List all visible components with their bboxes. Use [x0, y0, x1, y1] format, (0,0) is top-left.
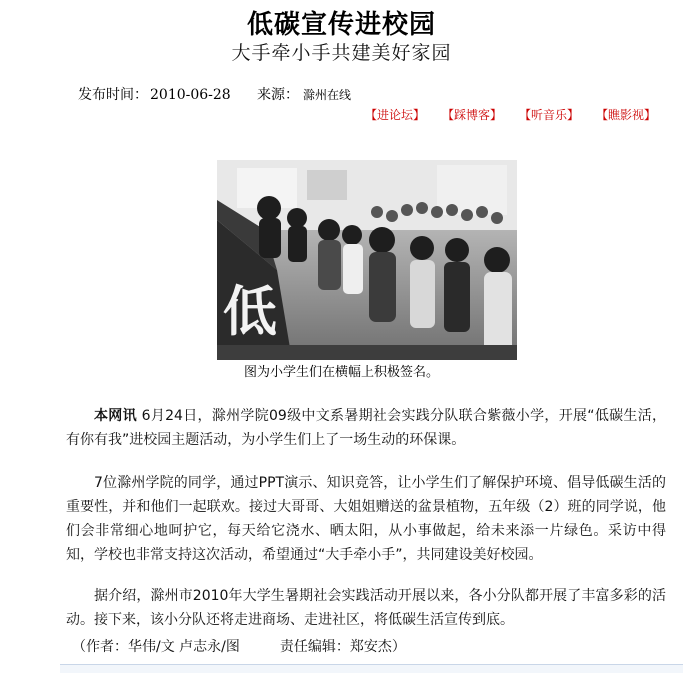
article-title: 低碳宣传进校园 [246, 10, 436, 40]
editor-credit: 责任编辑：郑安杰） [279, 639, 406, 655]
publish-date [78, 84, 231, 104]
article-credit [72, 636, 406, 656]
paragraph-1-text: 6月24日，滁州学院09级中文系暑期社会实践分队联合紫薇小学，开展“低碳生活，有你有我”进校园主题活动，为小学生们上了一场生动的环保课。 [66, 408, 666, 448]
paragraph-3: 据介绍，滁州市2010年大学生暑期社会实践活动开展以来，各小分队都开展了丰富多彩的活动。接下来，该小分队还将走进商场、走进社区，将低碳生活宣传到底。 [66, 588, 666, 628]
publish-date-value: 2010-06-28 [150, 87, 231, 103]
publish-date-label: 发布时间： [78, 87, 148, 103]
link-blog[interactable]: 【踩博客】 [442, 108, 503, 122]
article-photo [217, 160, 517, 360]
article-subtitle: 大手牵小手共建美好家园 [231, 42, 452, 64]
paragraph-2: 7位滁州学院的同学，通过PPT演示、知识竞答，让小学生们了解保护环境、倡导低碳生活的重要性，并和他们一起联欢。接过大哥哥、大姐姐赠送的盆景植物，五年级（2）班的同学说，他们会非常细心地呵护它，每天给它浇水、晒太阳，从小事做起，给未来添一片绿色。采访中得知，学校也非常支持这次活动，希望通过“大手牵小手”，共同建设美好校园。 [66, 475, 666, 563]
link-video[interactable]: 【瞧影视】 [596, 108, 657, 122]
section-links [0, 106, 683, 124]
source [257, 84, 351, 104]
source-label: 来源： [257, 87, 299, 103]
link-forum[interactable]: 【进论坛】 [365, 108, 426, 122]
news-lead: 本网讯 [94, 408, 137, 424]
photo-illustration [217, 160, 517, 360]
photo-caption: 图为小学生们在横幅上积极签名。 [243, 365, 439, 380]
source-value: 滁州在线 [303, 88, 352, 102]
author-credit: （作者：华伟/文 卢志永/图 [72, 639, 240, 655]
banner-character: 低 [223, 279, 277, 343]
paragraph-1 [66, 404, 666, 452]
link-music[interactable]: 【听音乐】 [519, 108, 580, 122]
